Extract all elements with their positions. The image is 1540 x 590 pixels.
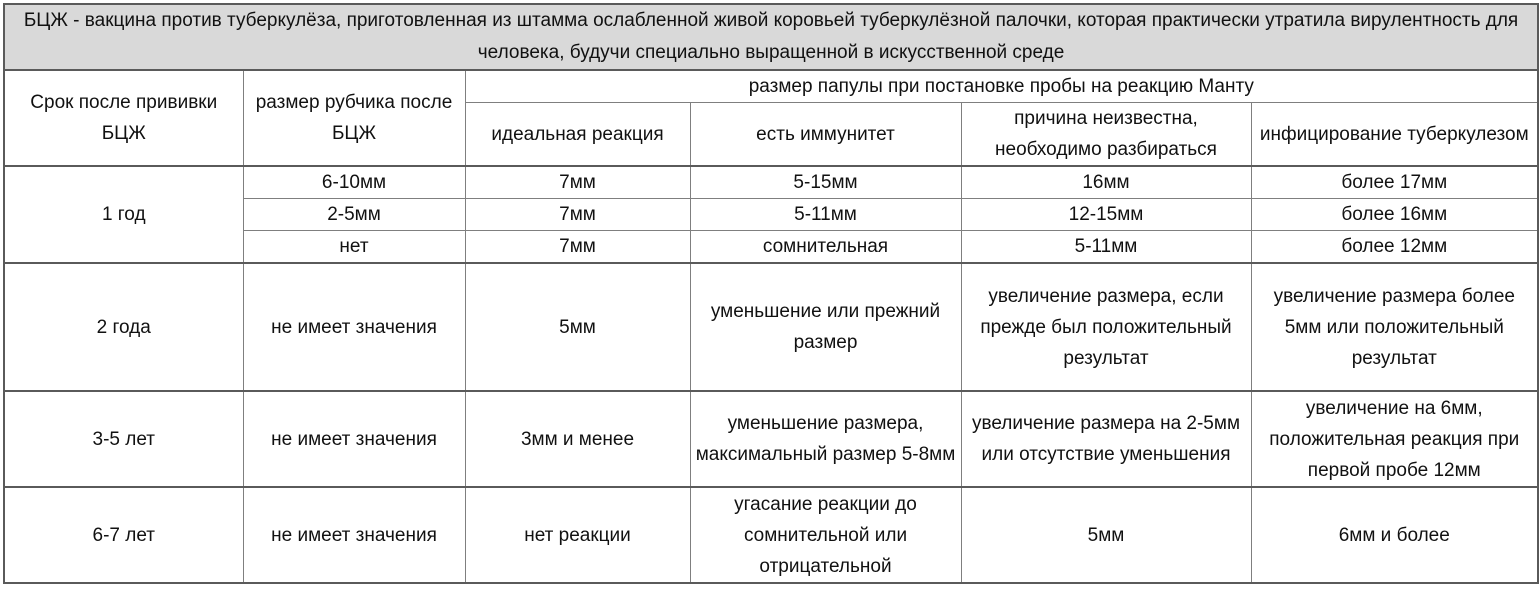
ideal-cell: 7мм [465, 166, 690, 199]
unknown-cell: увеличение размера, если прежде был положительный результат [961, 263, 1251, 391]
title-row [4, 4, 1538, 70]
infection-cell: более 16мм [1251, 199, 1538, 231]
unknown-cell: 16мм [961, 166, 1251, 199]
unknown-cell: 5мм [961, 487, 1251, 583]
immunity-cell: 5-15мм [690, 166, 961, 199]
ideal-cell: 7мм [465, 231, 690, 264]
immunity-cell: 5-11мм [690, 199, 961, 231]
header-papule-group: размер папулы при постановке пробы на реакцию Манту [465, 70, 1538, 103]
infection-cell: 6мм и более [1251, 487, 1538, 583]
ideal-cell: 5мм [465, 263, 690, 391]
term-cell: 1 год [4, 166, 243, 263]
table-title: БЦЖ - вакцина против туберкулёза, приготовленная из штамма ослабленной живой коровьей туберкулёзной палочки, которая практически утратила вирулентность для человека, будучи специально выращенной в искусственной среде [4, 4, 1538, 70]
header-infection: инфицирование туберкулезом [1251, 103, 1538, 167]
immunity-cell: уменьшение размера, максимальный размер 5-8мм [690, 391, 961, 487]
term-cell: 3-5 лет [4, 391, 243, 487]
ideal-cell: нет реакции [465, 487, 690, 583]
header-ideal: идеальная реакция [465, 103, 690, 167]
header-immunity: есть иммунитет [690, 103, 961, 167]
immunity-cell: сомнительная [690, 231, 961, 264]
scar-cell: не имеет значения [243, 487, 465, 583]
scar-cell: не имеет значения [243, 263, 465, 391]
unknown-cell: 5-11мм [961, 231, 1251, 264]
scar-cell: 6-10мм [243, 166, 465, 199]
infection-cell: более 17мм [1251, 166, 1538, 199]
ideal-cell: 7мм [465, 199, 690, 231]
unknown-cell: 12-15мм [961, 199, 1251, 231]
term-cell: 2 года [4, 263, 243, 391]
table-row [4, 263, 1538, 391]
header-term: Срок после прививки БЦЖ [4, 70, 243, 166]
scar-cell: нет [243, 231, 465, 264]
header-scar: размер рубчика после БЦЖ [243, 70, 465, 166]
header-unknown: причина неизвестна, необходимо разбираться [961, 103, 1251, 167]
infection-cell: увеличение на 6мм, положительная реакция при первой пробе 12мм [1251, 391, 1538, 487]
ideal-cell: 3мм и менее [465, 391, 690, 487]
infection-cell: более 12мм [1251, 231, 1538, 264]
scar-cell: не имеет значения [243, 391, 465, 487]
bcg-table [3, 3, 1539, 584]
table-row [4, 166, 1538, 199]
header-row-1 [4, 70, 1538, 103]
table-row [4, 487, 1538, 583]
immunity-cell: угасание реакции до сомнительной или отрицательной [690, 487, 961, 583]
immunity-cell: уменьшение или прежний размер [690, 263, 961, 391]
table-row [4, 391, 1538, 487]
term-cell: 6-7 лет [4, 487, 243, 583]
scar-cell: 2-5мм [243, 199, 465, 231]
unknown-cell: увеличение размера на 2-5мм или отсутствие уменьшения [961, 391, 1251, 487]
infection-cell: увеличение размера более 5мм или положительный результат [1251, 263, 1538, 391]
